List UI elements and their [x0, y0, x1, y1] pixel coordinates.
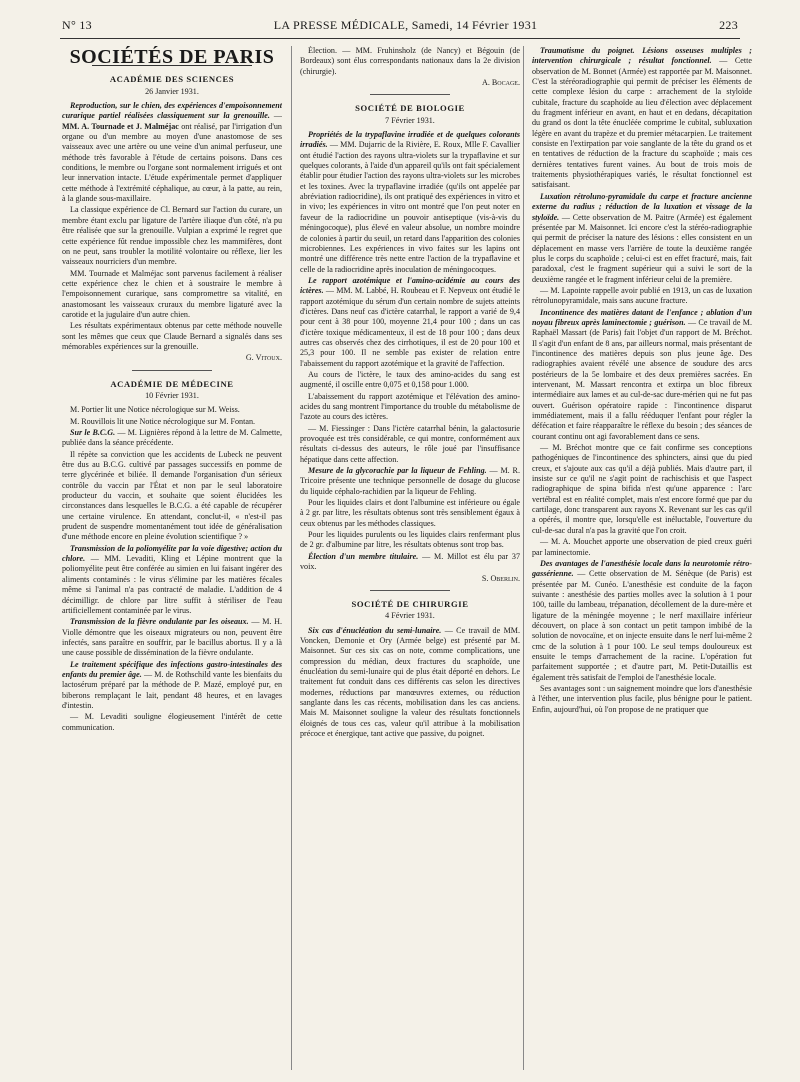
paragraph: Propriétés de la trypaflavine irradiée et de quelques colorants irradiés. — MM. Dujarric de la Rivière, E. Roux, Mlle F. Cavallier ont étudié l'action des rayons ultra-violets sur la trypaflavine et sur quelques colorants, à l'aide d'un appareil qu'ils ont fait spécialement établir pour étudier l'action des rayons ultra-violets sur les microbes et les toxines. Avec la trypaflavine irradiée (qu'ils ont appelée par abréviation radiocridine), ils ont pratiqué des expériences in vitro et in vivo; les expériences in vitro ont montré que l'on peut noter en faveur de la radiocridine un pouvoir antiseptique (vis-à-vis du méningocoque), plus élevé en valeur absolue, un nombre moindre de colonies à partir du seuil, un retard dans l'apparition des colonies microbiennes. Les expériences in vivo faites sur les lapins ont montré une différence très nette entre l'action de la trypaflavine et celle de la radiocridine après inoculation de méningocoques.	[300, 130, 520, 274]
paragraph: Le traitement spécifique des infections gastro-intestinales des enfants du premier âge. — M. de Rothschild vante les bienfaits du lactosérum préparé par la méthode de P. Mazé, employé pur, en biberons remplaçant le lait, pendant 48 heures, et en lavages d'intestin.	[62, 659, 282, 710]
paragraph: Pour les liquides purulents ou les liquides clairs renfermant plus de 2 gr. d'albumine par litre, les résultats obtenus sont trop bas.	[300, 530, 520, 550]
section-date: 4 Février 1931.	[385, 611, 435, 621]
paragraph: Transmission de la fièvre ondulante par les oiseaux. — M. H. Violle démontre que les oiseaux migrateurs ou non, peuvent être infectés, sans paraître en souffrir, par le bacillus abortus. Il y a là une cause possible de dissémination de la fièvre ondulante.	[62, 617, 282, 658]
paragraph: Six cas d'énucléation du semi-lunaire. — Ce travail de MM. Voncken, Demonie et Ory (Armée belge) est présenté par M. Maisonnet. Sur ces six cas on note, comme complications, une compression du médian, deux fractures du scaphoïde, une énucléation du semi-lunaire qui de plus était déporté en dehors. Le traitement fut conduit dans ces différents cas selon les directives modernes, réductions par manœuvres externes, ou réduction sanglante dans les cas récents, mobilisation dans les cas anciens. Mais M. Maisonnet souligne la valeur des résultats fonctionnels éloignés de tous ces cas, valeur qu'il attribue à la mobilisation précoce et énergique, tant active que passive, du poignet.	[300, 625, 520, 738]
separator	[132, 370, 212, 371]
separator	[370, 94, 450, 95]
paragraph: La classique expérience de Cl. Bernard sur l'action du curare, un membre étant exclu par ligature de l'artère iliaque d'un côté, n'a pu être réalisée que sur la grenouille. Vulpian a exprimé le regret que cette expérience fût rendue impossible chez les mammifères, dont on ne peut, sans troubler la motilité volontaire ou réflexe, lier les vaisseaux nourriciers d'un membre.	[62, 205, 282, 267]
paragraph: Au cours de l'ictère, le taux des amino-acides du sang est augmenté, il oscille entre 0,075 et 0,158 pour 1.000.	[300, 369, 520, 390]
column-3	[532, 46, 752, 1074]
section-heading-sciences: ACADÉMIE DES SCIENCES	[109, 74, 235, 85]
page-header	[62, 18, 738, 38]
paragraph: Élection d'un membre titulaire. — M. Millot est élu par 37 voix.	[300, 551, 520, 572]
signature: S. Oberlin.	[481, 573, 520, 583]
paragraph: Reproduction, sur le chien, des expériences d'empoisonnement curarique partiel réalisées classiquement sur la grenouille. — MM. A. Tournade et J. Malméjac ont réalisé, par l'irrigation d'un organe ou d'un membre au moyen d'une anastomose de ses vaisseaux avec une artère ou une veine d'un animal perfuseur, une méthode très favorable à l'étude de certains poisons. Dans ces conditions, le membre ou l'organe sont normalement irrigués et ont leur innervation intacte. L'étude expérimentale permet d'appliquer cette méthode à l'extrémité céphalique, au cœur, à la patte, au rein, à la glande sous-maxillaire.	[62, 101, 282, 204]
journal-title: LA PRESSE MÉDICALE, Samedi, 14 Février 1931	[273, 18, 538, 32]
paragraph: Luxation rétroluno-pyramidale du carpe et fracture ancienne externe du radius ; réduction de la luxation et vissage de la styloïde. — Cette observation de M. Paitre (Armée) est également présentée par M. Maisonnet. Ici encore c'est la stéréo-radiographie qui permit de préciser la nature des lésions : elles consistent en un déplacement en masse vers l'arrière de toute la deuxième rangée plus le corps du scaphoïde ; celui-ci est en effet fracturé, mais, fait paradoxal, c'est le fragment supérieur qui a suivi le sort de la deuxième rangée et le fragment inférieur celui de la première.	[532, 191, 752, 284]
column-divider	[523, 46, 524, 1070]
paragraph: Il répète sa conviction que les accidents de Lubeck ne peuvent être dus au B.C.G. cultivé par passages successifs en pomme de terre glycérinée et biliée. Il demande l'organisation d'un sérieux contrôle du vaccin par l'État et non par le seul laboratoire producteur du vaccin, et souhaite que soient élucidées les circonstances dans lesquelles le B.C.G. a été capable de récupérer une certaine virulence. En attendant, conclut-il, « n'est-il pas prudent de suspendre momentanément tout idée de généralisation d'une méthode encore en pleine évolution scientifique ? »	[62, 449, 282, 542]
paragraph: Ses avantages sont : un saignement moindre que lors d'anesthésie à l'éther, une intervention plus facile, plus bénigne pour le patient. Enfin, aujourd'hui, où l'on propose de ne pratiquer que	[532, 683, 752, 714]
column-divider	[291, 46, 292, 1070]
paragraph: L'abaissement du rapport azotémique et l'élévation des amino-acides du sang montrent l'importance du trouble du métabolisme de l'azote au cours des ictères.	[300, 391, 520, 422]
separator	[370, 590, 450, 591]
paragraph: M. Rouvillois lit une Notice nécrologique sur M. Fontan.	[70, 416, 256, 426]
paragraph: Mesure de la glycorachie par la liqueur de Fehling. — M. R. Tricoire présente une technique personnelle de dosage du glucose du liquide céphalo-rachidien par la liqueur de Fehling.	[300, 466, 520, 496]
page-number: 223	[719, 18, 738, 32]
section-heading-biologie: SOCIÉTÉ DE BIOLOGIE	[355, 103, 465, 114]
page-title: SOCIÉTÉS DE PARIS	[69, 46, 275, 68]
paragraph: — M. Levaditi souligne élogieusement l'intérêt de cette communication.	[62, 712, 282, 732]
paragraph: MM. Tournade et Malméjac sont parvenus facilement à réaliser cette expérience chez le chien et à soustraire le membre à l'empoisonnement curarique, sans compromettre sa vitalité, en anastomosant les vaisseaux cruraux du membre ligaturé avec la carotide et la jugulaire d'un autre chien.	[62, 268, 282, 319]
paragraph: — M. Fiessinger : Dans l'ictère catarrhal bénin, la galactosurie provoquée est très considérable, ce qui montre, conformément aux résultats ci-dessus des auteurs, le rôle joué par l'insuffisance hépatique dans cette affection.	[300, 423, 520, 464]
signature: G. Vitoux.	[245, 353, 282, 363]
paragraph: Transmission de la poliomyélite par la voie digestive; action du chlore. — MM. Levaditi, Kling et Lépine montrent que la poliomyélite peut être conférée au simien en lui faisant ingérer des aliments contaminés : le virus s'élimine par les matières fécales même si l'animal n'a pas contracté de maladie. L'addition de 4 décimilligr. de chlore par litre suffit à stériliser de l'eau artificiellement contaminée par le virus.	[62, 543, 282, 615]
signature: A. Bocage.	[482, 78, 520, 88]
header-rule	[60, 38, 740, 39]
paragraph: Des avantages de l'anesthésie locale dans la neurotomie rétro-gassérienne. — Cette observation de M. Sénèque (de Paris) est présentée par M. Cunéo. L'anesthésie est conduite de la façon suivante : anesthésie des parties molles avec la solution à 1 pour 100, taille du lambeau, trépanation, décollement de la dure-mère et ligature de la méningée moyenne ; le nerf maxillaire inférieur découvert, on place à son contact un petit tampon imbibé de la solution de novocaïne, et on injecte ensuite dans le nerf lui-même 2 cmc de la solution à 1 pour 100. Le seul temps douloureux est ensuite le temps d'arrachement de la racine. L'opération fut parfaitement supportée ; et d'autre part, M. Petit-Dutaillis est également très satisfait de l'emploi de l'anesthésie locale.	[532, 558, 752, 682]
paragraph: Sur le B.C.G. — M. Lignières répond à la lettre de M. Calmette, publiée dans la séance précédente.	[62, 428, 282, 448]
paragraph: — M. Bréchot montre que ce fait confirme ses conceptions pathogéniques de l'incontinence des sphincters, ainsi que du pied creux, et s'ajoute aux cas qu'il a déjà publiés. Mais d'autre part, il insiste sur ce qu'il ne s'agit point de rachischisis et que l'aspect radiographique de spina bifida n'est qu'une apparence : l'arc vertébral est en réalité complet, mais n'est encore formé que par du cartilage, donc transparent aux rayons X. Revenant sur les cas qu'il a opérés, il montre que, lorsqu'elle est inéluctable, l'ouverture du cul-de-sac dural n'a pas la gravité que l'on croit.	[532, 443, 752, 535]
column-1	[62, 46, 282, 1074]
paragraph: M. Portier lit une Notice nécrologique sur M. Weiss.	[70, 405, 240, 415]
section-heading-chirurgie: SOCIÉTÉ DE CHIRURGIE	[351, 598, 469, 609]
paragraph: Le rapport azotémique et l'amino-acidémie au cours des ictères. — MM. M. Labbé, H. Roubeau et F. Nepveux ont étudié le rapport azotémique du sérum d'un certain nombre de sujets atteints d'ictères. Dans neuf cas d'ictère catarrhal, le rapport a varié de 9,4 pour cent à 38 pour 100, moyenne 21,4 pour 100 ; dans un cas d'ictère toxique médicamenteux, il est de 18 pour 100 ; dans deux autres cas observés chez des cirrhotiques, il est de 20 pour 100 et 25,3 pour 100. Il ne semble pas exister de relation entre l'abaissement du rapport azotémique et la gravité de l'affection.	[300, 275, 520, 368]
paragraph: — M. Lapointe rappelle avoir publié en 1913, un cas de luxation rétrolunopyramidale, mais sans aucune fracture.	[532, 285, 752, 306]
paragraph: Pour les liquides clairs et dont l'albumine est inférieure ou égale à 2 gr. par litre, les résultats obtenus sont très sensiblement égaux à ceux obtenus par les méthodes classiques.	[300, 498, 520, 528]
issue-number: N° 13	[62, 18, 92, 32]
paragraph: Élection. — MM. Fruhinsholz (de Nancy) et Bégouin (de Bordeaux) sont élus correspondants nationaux dans la 2e division (chirurgie).	[300, 46, 520, 76]
section-date: 26 Janvier 1931.	[145, 86, 199, 96]
column-2	[300, 46, 520, 1074]
section-date: 7 Février 1931.	[385, 115, 435, 125]
paragraph: Traumatisme du poignet. Lésions osseuses multiples ; intervention chirurgicale ; résultat fonctionnel. — Cette observation de M. Bonnet (Armée) est rapportée par M. Maisonnet. C'est la stéréoradiographie qui permit de préciser les éléments de cette complexe lésion du carpe : arrachement de la styloïde cubitale, fracture du scaphoïde au lieu d'élection avec déplacement du fragment inférieur en avant, en haut et en dedans, décapitation du grand os dont la tête énucléée comprime le cubital, subluxation légère en avant du trapèze et du premier métacarpien. Le traitement consiste en l'extirpation par voie sanglante de la tête du grand os et en tentatives de réduction de la fracture du scaphoïde ; mais ces dernières tentatives furent vaines. Au bout de trois mois de traitements physiothérapiques variés, le résultat fonctionnel est satisfaisant.	[532, 46, 752, 190]
section-date: 10 Février 1931.	[145, 390, 199, 400]
paragraph: Les résultats expérimentaux obtenus par cette méthode nouvelle sont les mêmes que ceux que Claude Bernard a signalés dans ses mémorables expériences sur la grenouille.	[62, 321, 282, 351]
paragraph: — M. A. Mouchet apporte une observation de pied creux guéri par laminectomie.	[532, 537, 752, 557]
paragraph: Incontinence des matières datant de l'enfance ; ablation d'un noyau fibreux après laminectomie ; guérison. — Ce travail de M. Raphaël Massart (de Paris) fait l'objet d'un rapport de M. Bréchot. Il s'agit d'un enfant de 8 ans, par ailleurs normal, mais présentant de l'incontinence des matières depuis son plus jeune âge. Des radiographies avaient révélé une absence de soudure des arcs postérieurs de la 5e lombaire et des deux premières sacrées. En intervenant, M. Massart rencontra et extirpa un bloc fibreux intermédiaire aux lames et au cul-de-sac dure-mérien qui ne fut pas ouvert. Guérison opératoire rapide : l'incontinence disparut immédiatement, mais il a fallu rééduquer l'enfant pour régler la défécation et faire réapparaître le réflexe du besoin ; des séances de courant continu ont agi favorablement dans ce sens.	[532, 307, 752, 441]
section-heading-medecine: ACADÉMIE DE MÉDECINE	[110, 378, 234, 389]
